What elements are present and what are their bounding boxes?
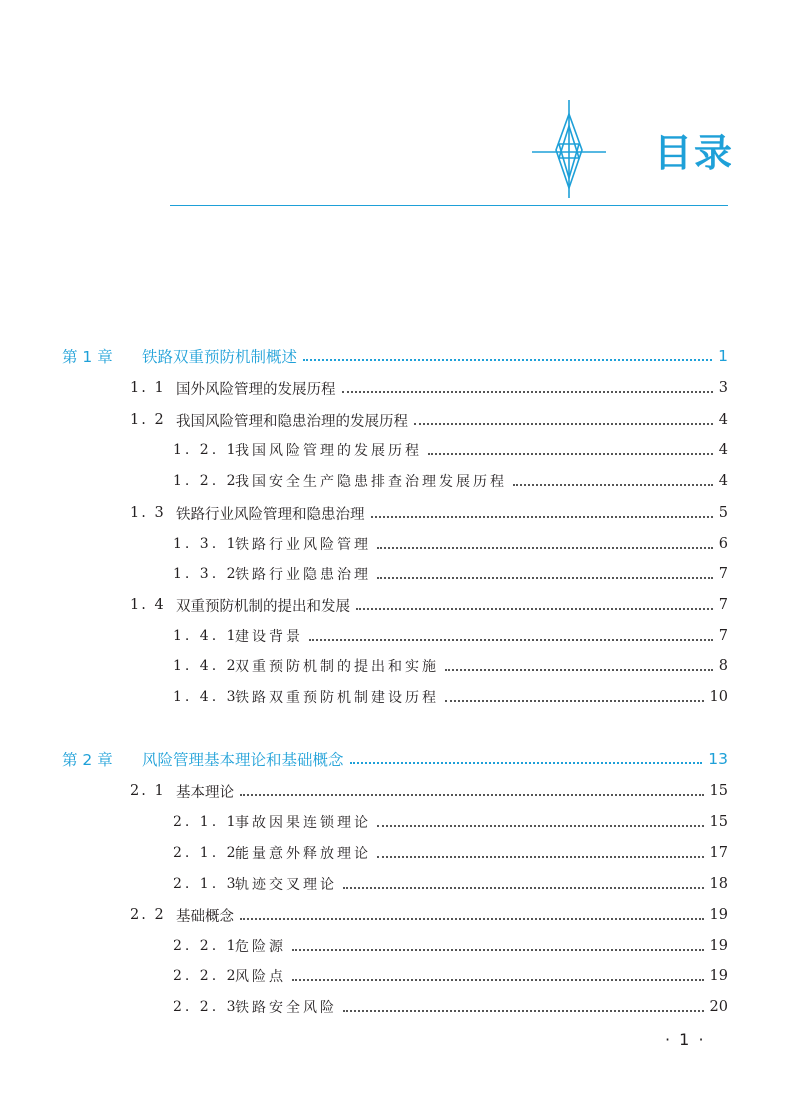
toc-entry-subsection: [173, 841, 728, 865]
dot-leader: [240, 794, 704, 796]
toc-entry-subsection: [173, 964, 728, 988]
toc-page: 3: [718, 380, 728, 396]
toc-number: 1. 3: [130, 505, 166, 521]
toc-title: 事故因果连锁理论: [235, 815, 371, 831]
toc-number: 2. 2: [130, 907, 166, 923]
toc-title: 我国安全生产隐患排查治理发展历程: [235, 474, 507, 490]
toc-number: 2. 2. 3: [173, 999, 239, 1015]
page-number: · 1 ·: [665, 1030, 706, 1049]
toc-page: 15: [709, 783, 728, 799]
toc-title: 国外风险管理的发展历程: [176, 381, 336, 398]
toc-page: 6: [718, 536, 728, 552]
dot-leader: [428, 453, 713, 455]
toc-title: 铁路安全风险: [235, 1000, 337, 1016]
toc-entry-section: [130, 903, 728, 927]
toc-title: 能量意外释放理论: [235, 846, 371, 862]
dot-leader: [371, 516, 713, 518]
toc-entry-section: [130, 376, 728, 400]
toc-entry-subsection: [173, 685, 728, 709]
toc-page: 7: [718, 597, 728, 613]
toc-number: 1. 3. 1: [173, 536, 239, 552]
toc-title: 双重预防机制的提出和实施: [235, 659, 439, 675]
toc-entry-subsection: [173, 810, 728, 834]
toc-entry-section: [130, 593, 728, 617]
toc-number: 1. 4. 3: [173, 689, 239, 705]
diamond-emblem-icon: [532, 100, 606, 198]
dot-leader: [377, 825, 704, 827]
dot-leader: [414, 423, 713, 425]
toc-page: 13: [708, 750, 728, 768]
toc-entry-subsection: [173, 469, 728, 493]
toc-entry-chapter: [62, 747, 728, 771]
toc-title: 危险源: [235, 939, 286, 955]
toc-title: 铁路双重预防机制概述: [142, 348, 298, 366]
dot-leader: [513, 484, 713, 486]
dot-leader: [445, 700, 704, 702]
toc-number: 1. 4: [130, 597, 166, 613]
toc-page: 19: [709, 938, 728, 954]
toc-title: 铁路行业风险管理和隐患治理: [176, 506, 365, 523]
dot-leader: [309, 639, 713, 641]
toc-number: 1. 1: [130, 380, 166, 396]
toc-number: 第 1 章: [62, 348, 113, 366]
toc-title: 铁路行业隐患治理: [235, 567, 371, 583]
toc-number: 2. 1. 3: [173, 876, 239, 892]
toc-page: 4: [718, 473, 728, 489]
toc-page: 17: [709, 845, 728, 861]
toc-entry-section: [130, 501, 728, 525]
toc-number: 2. 1: [130, 783, 166, 799]
toc-number: 1. 2: [130, 412, 166, 428]
toc-number: 1. 2. 1: [173, 442, 239, 458]
dot-leader: [303, 359, 712, 361]
toc-title: 基本理论: [176, 784, 234, 801]
toc-page: 7: [718, 628, 728, 644]
toc-page: 15: [709, 814, 728, 830]
toc-title: 风险管理基本理论和基础概念: [142, 751, 344, 769]
toc-number: 2. 2. 2: [173, 968, 239, 984]
toc-entry-chapter: [62, 344, 728, 368]
dot-leader: [356, 608, 713, 610]
dot-leader: [343, 1010, 704, 1012]
toc-number: 1. 3. 2: [173, 566, 239, 582]
toc-page: 19: [709, 968, 728, 984]
toc-entry-subsection: [173, 532, 728, 556]
toc-entry-subsection: [173, 624, 728, 648]
toc-title: 我国风险管理和隐患治理的发展历程: [176, 413, 408, 430]
toc-page: 18: [709, 876, 728, 892]
toc-page: 10: [709, 689, 728, 705]
toc-entry-subsection: [173, 654, 728, 678]
toc-entry-section: [130, 408, 728, 432]
toc-number: 2. 1. 2: [173, 845, 239, 861]
dot-leader: [240, 918, 704, 920]
toc-entry-subsection: [173, 995, 728, 1019]
toc-title: 铁路行业风险管理: [235, 537, 371, 553]
toc-title: 铁路双重预防机制建设历程: [235, 690, 439, 706]
dot-leader: [343, 887, 704, 889]
dot-leader: [377, 856, 704, 858]
toc-page: 5: [718, 505, 728, 521]
page-title: 目录: [654, 131, 735, 175]
toc-page: 7: [718, 566, 728, 582]
dot-leader: [445, 669, 713, 671]
toc-number: 2. 1. 1: [173, 814, 239, 830]
dot-leader: [292, 979, 704, 981]
toc-page: 20: [709, 999, 728, 1015]
toc-page: 4: [718, 412, 728, 428]
toc-page: 1: [718, 347, 728, 365]
dot-leader: [292, 949, 704, 951]
dot-leader: [377, 547, 713, 549]
toc-number: 1. 2. 2: [173, 473, 239, 489]
toc-entry-subsection: [173, 872, 728, 896]
toc-entry-subsection: [173, 438, 728, 462]
dot-leader: [377, 577, 713, 579]
toc-number: 1. 4. 2: [173, 658, 239, 674]
toc-number: 1. 4. 1: [173, 628, 239, 644]
toc-title: 基础概念: [176, 908, 234, 925]
toc-page: 8: [718, 658, 728, 674]
toc-title: 建设背景: [235, 629, 303, 645]
toc-page: 19: [709, 907, 728, 923]
toc-title: 轨迹交叉理论: [235, 877, 337, 893]
toc-entry-subsection: [173, 562, 728, 586]
toc-title: 双重预防机制的提出和发展: [176, 598, 350, 615]
title-underline: [170, 205, 728, 206]
toc-entry-section: [130, 779, 728, 803]
toc-page: 4: [718, 442, 728, 458]
toc-number: 2. 2. 1: [173, 938, 239, 954]
dot-leader: [342, 391, 713, 393]
toc-title: 我国风险管理的发展历程: [235, 443, 422, 459]
toc-title: 风险点: [235, 969, 286, 985]
dot-leader: [350, 762, 703, 764]
toc-entry-subsection: [173, 934, 728, 958]
toc-number: 第 2 章: [62, 751, 113, 769]
